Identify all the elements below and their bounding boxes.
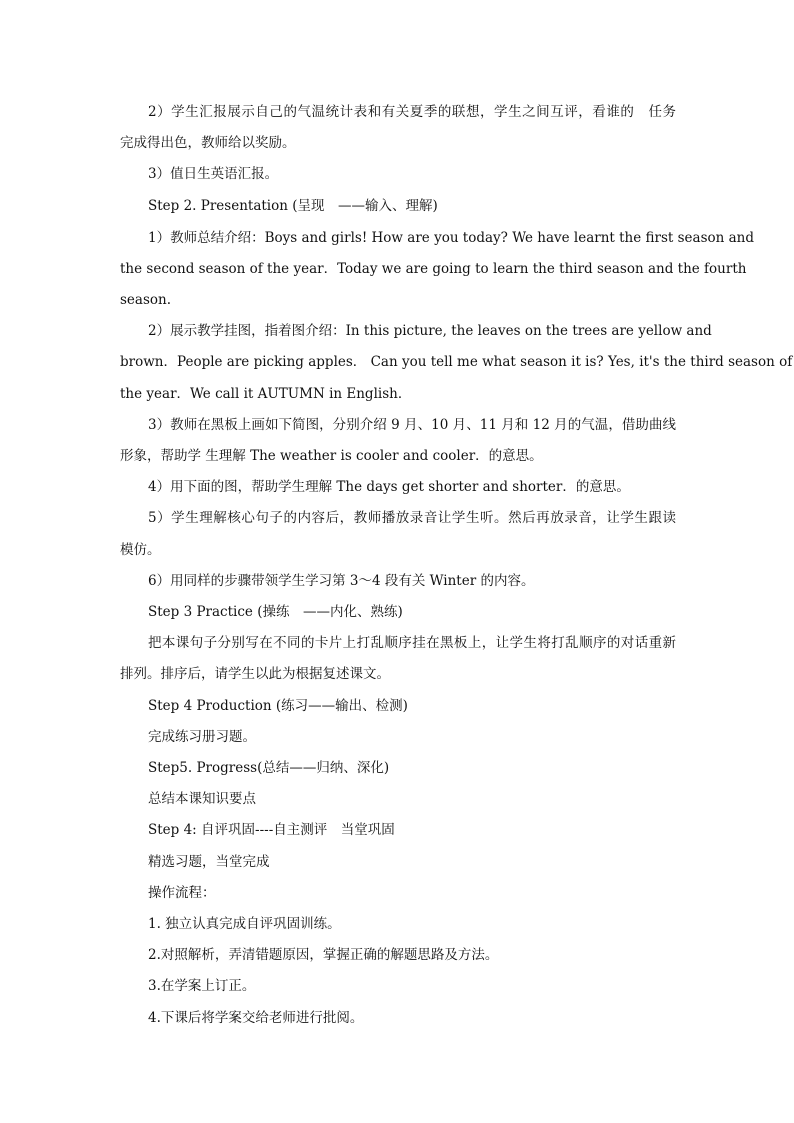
text-line: 5）学生理解核心句子的内容后，教师播放录音让学生听。然后再放录音，让学生跟读 — [148, 510, 676, 526]
list-item: 1. 独立认真完成自评巩固训练。 — [148, 916, 341, 932]
text-line: 排列。排序后，请学生以此为根据复述课文。 — [120, 666, 390, 682]
section-heading: Step 2. Presentation (呈现 ——输入、理解) — [148, 198, 438, 214]
text-line: 把本课句子分别写在不同的卡片上打乱顺序挂在黑板上，让学生将打乱顺序的对话重新 — [148, 635, 676, 651]
text-line: 1）教师总结介绍：Boys and girls! How are you today? We have learnt the first season and — [148, 230, 755, 246]
list-item: 2.对照解析，弄清错题原因，掌握正确的解题思路及方法。 — [148, 947, 499, 963]
text-line: 完成得出色，教师给以奖励。 — [120, 135, 296, 151]
section-heading: Step 4 Production (练习——输出、检测) — [148, 698, 408, 714]
text-line: 2）展示教学挂图，指着图介绍：In this picture, the leaves on the trees are yellow and — [148, 323, 712, 339]
text-line: 4）用下面的图，帮助学生理解 The days get shorter and shorter．的意思。 — [148, 479, 630, 495]
text-line: the second season of the year．Today we are going to learn the third season and the fourth — [120, 261, 747, 277]
text-line: 操作流程： — [148, 885, 216, 901]
section-heading: Step 3 Practice (操练 ——内化、熟练) — [148, 604, 403, 620]
text-line: the year．We call it AUTUMN in English． — [120, 386, 412, 402]
text-line: season. — [120, 292, 172, 308]
text-line: 精选习题，当堂完成 — [148, 854, 270, 870]
text-line: 3）教师在黑板上画如下简图，分别介绍 9 月、10 月、11 月和 12 月的气温，借助曲线 — [148, 417, 676, 433]
list-item: 3.在学案上订正。 — [148, 978, 256, 994]
section-heading: Step5. Progress(总结——归纳、深化) — [148, 760, 390, 776]
text-line: 形象，帮助学 生理解 The weather is cooler and cooler．的意思。 — [120, 448, 543, 464]
text-line: 3）值日生英语汇报。 — [148, 166, 279, 182]
text-line: 完成练习册习题。 — [148, 729, 256, 745]
section-heading: Step 4: 自评巩固----自主测评 当堂巩固 — [148, 822, 395, 838]
text-line: 6）用同样的步骤带领学生学习第 3～4 段有关 Winter 的内容。 — [148, 573, 535, 589]
text-line: 2）学生汇报展示自己的气温统计表和有关夏季的联想，学生之间互评，看谁的 任务 — [148, 104, 676, 120]
text-line: 模仿。 — [120, 542, 161, 558]
list-item: 4.下课后将学案交给老师进行批阅。 — [148, 1010, 364, 1026]
text-line: brown．People are picking apples． Can you tell me what season it is? Yes, it's the third season of — [120, 354, 793, 370]
text-line: 总结本课知识要点 — [148, 791, 256, 807]
